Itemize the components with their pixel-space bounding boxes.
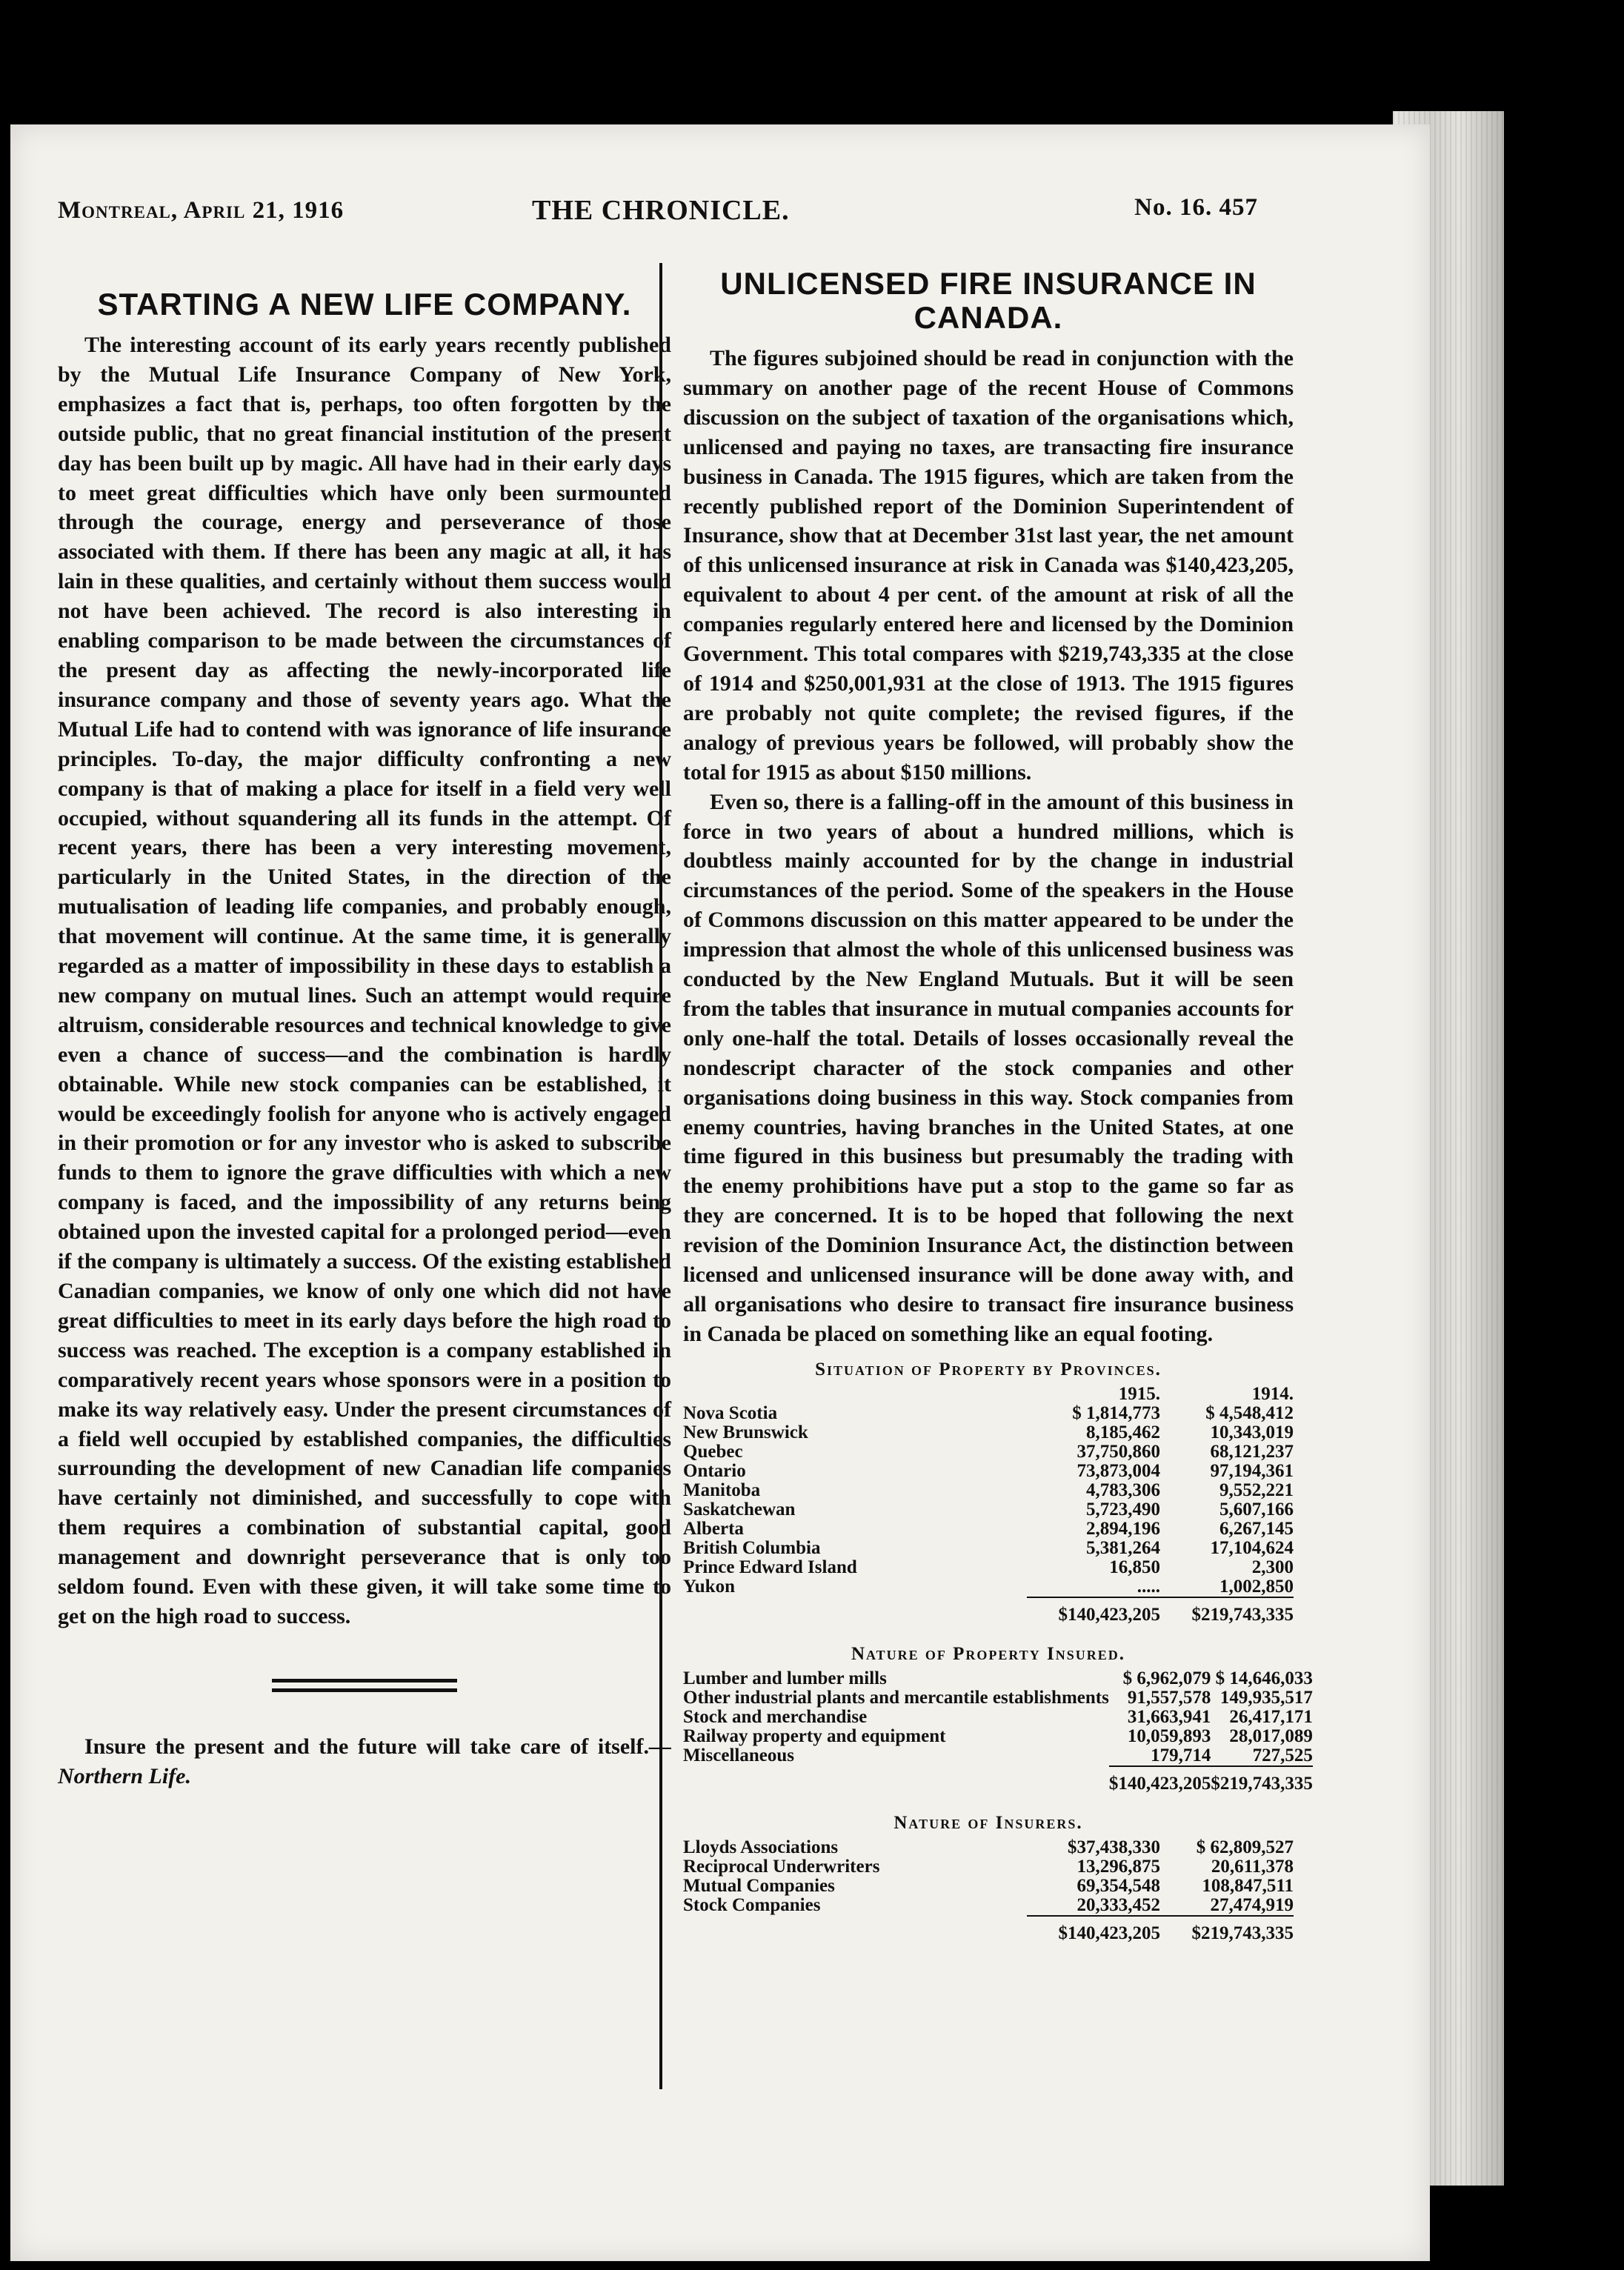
value-1914: 26,417,171: [1229, 1706, 1313, 1727]
value-1915: 10,059,893: [1127, 1725, 1211, 1746]
row-label: Nova Scotia: [683, 1403, 778, 1423]
table-row: [683, 1423, 1294, 1442]
value-1914: 108,847,511: [1202, 1875, 1294, 1896]
table-row: [683, 1462, 1294, 1481]
col-1914: 1914.: [1251, 1383, 1294, 1404]
value-1915: 91,557,578: [1127, 1687, 1211, 1708]
value-1914: $ 14,646,033: [1215, 1668, 1313, 1688]
value-1915: 4,783,306: [1086, 1480, 1160, 1500]
provinces-table-title: Situation of Property by Provinces.: [815, 1359, 1162, 1379]
table-total-row: [683, 1597, 1294, 1625]
row-label: Reciprocal Underwriters: [683, 1857, 880, 1877]
table-row: [683, 1539, 1294, 1558]
table-row: [683, 1708, 1313, 1727]
value-1914: $ 62,809,527: [1196, 1837, 1294, 1857]
insurers-table-title: Nature of Insurers.: [893, 1812, 1083, 1833]
value-1915: 5,723,490: [1086, 1499, 1160, 1520]
left-column: [58, 287, 671, 1791]
value-1915: 13,296,875: [1076, 1856, 1160, 1877]
value-1915: 5,381,264: [1086, 1537, 1160, 1558]
table-row: [683, 1669, 1313, 1688]
row-label: New Brunswick: [683, 1422, 808, 1442]
header-publication: THE CHRONICLE.: [532, 195, 790, 226]
table-row: [683, 1500, 1294, 1520]
value-1914: 17,104,624: [1210, 1537, 1294, 1558]
table-row: [683, 1896, 1294, 1916]
col-1915: 1915.: [1118, 1383, 1160, 1404]
row-label: Lumber and lumber mills: [683, 1668, 887, 1688]
value-1914: 1,002,850: [1219, 1576, 1294, 1597]
closing-quote: [58, 1732, 671, 1791]
value-1915: 69,354,548: [1076, 1875, 1160, 1896]
property-table: [683, 1669, 1313, 1794]
quote-source: —Northern Life.: [58, 1734, 671, 1788]
table-row: [683, 1746, 1313, 1766]
table-total-row: [683, 1916, 1294, 1943]
value-1915: 73,873,004: [1076, 1460, 1160, 1481]
total-1914: $219,743,335: [1160, 1597, 1294, 1625]
row-label: Stock and merchandise: [683, 1707, 868, 1727]
right-article-para-2: Even so, there is a falling-off in the amount of this business in force in two years of about a hundred millions, which is doubtless mainly accounted for by the change in industrial circumstances of the period. Some of the speakers in the House of Commons discussion on this matter appeared to be under the impression that almost the whole of this unlicensed business was conducted by the New England Mutuals. But it will be seen from the tables that insurance in mutual companies accounts for only one-half the total. Details of losses occasionally reveal the nondescript character of the stock companies and other organisations doing business in this way. Stock companies from enemy countries, having branches in the United States, at one time figured in this business but presumably the trading with the enemy prohibitions have put a stop to the game so far as they are concerned. It is to be hoped that following the next revision of the Dominion Insurance Act, the distinction between licensed and unlicensed insurance will be done away with, and all organisations who desire to transact fire insurance business in Canada be placed on something like an equal footing.: [683, 789, 1294, 1346]
value-1914: 20,611,378: [1211, 1856, 1294, 1877]
row-label: Stock Companies: [683, 1895, 821, 1916]
left-article-title: STARTING A NEW LIFE COMPANY.: [97, 287, 632, 322]
row-label: Railway property and equipment: [683, 1726, 946, 1746]
table-row: [683, 1481, 1294, 1500]
table-row: [683, 1857, 1294, 1877]
value-1915: $ 6,962,079: [1122, 1668, 1211, 1688]
total-1915: $140,423,205: [1027, 1597, 1160, 1625]
row-label: Alberta: [683, 1519, 744, 1539]
value-1914: 9,552,221: [1219, 1480, 1294, 1500]
quote-text: Insure the present and the future will take care of itself.: [84, 1734, 649, 1759]
row-label: British Columbia: [683, 1538, 821, 1558]
row-label: Saskatchewan: [683, 1500, 796, 1520]
table-total-row: [683, 1766, 1313, 1794]
total-1914: $219,743,335: [1160, 1916, 1294, 1943]
table-row: [683, 1404, 1294, 1423]
table-header-row: [683, 1385, 1294, 1404]
row-label: Prince Edward Island: [683, 1557, 857, 1577]
row-label: Yukon: [683, 1577, 735, 1597]
value-1914: 2,300: [1251, 1557, 1294, 1577]
table-row: [683, 1577, 1294, 1597]
row-label: Miscellaneous: [683, 1745, 794, 1766]
value-1914: 28,017,089: [1229, 1725, 1313, 1746]
row-label: Manitoba: [683, 1480, 761, 1500]
property-table-title: Nature of Property Insured.: [851, 1643, 1126, 1664]
provinces-table: [683, 1385, 1294, 1625]
value-1914: 27,474,919: [1210, 1894, 1294, 1915]
double-rule: [272, 1679, 457, 1692]
value-1914: 97,194,361: [1210, 1460, 1294, 1481]
row-label: Mutual Companies: [683, 1876, 835, 1896]
table-row: [683, 1838, 1294, 1857]
value-1915: $ 1,814,773: [1072, 1402, 1160, 1423]
header-page-number: No. 16. 457: [1134, 194, 1258, 221]
value-1914: 68,121,237: [1210, 1441, 1294, 1462]
right-article-title: UNLICENSED FIRE INSURANCE IN CANADA.: [720, 266, 1257, 335]
value-1915: 2,894,196: [1086, 1518, 1160, 1539]
value-1915: 37,750,860: [1076, 1441, 1160, 1462]
value-1915: 16,850: [1109, 1557, 1160, 1577]
value-1914: 727,525: [1252, 1745, 1313, 1765]
table-row: [683, 1727, 1313, 1746]
value-1914: 5,607,166: [1219, 1499, 1294, 1520]
left-article-body: The interesting account of its early years recently published by the Mutual Life Insurance Company of New York, emphasizes a fact that is, perhaps, too often forgotten by the outside public, that no great financial institution of the present day has been built up by magic. All have had in their early days to meet great difficulties which have only been surmounted through the courage, energy and perseverance of those associated with them. If there has been any magic at all, it has lain in these qualities, and certainly without them success would not have been achieved. The record is also interesting in enabling comparison to be made between the circumstances of the present day as affecting the newly-incorporated life insurance company and those of seventy years ago. What the Mutual Life had to contend with was ignorance of life insurance principles. To-day, the major difficulty confronting a new company is that of making a place for itself in a field very well occupied, without squandering all its funds in the attempt. Of recent years, there has been a very interesting movement, particularly in the United States, in the direction of the mutualisation of leading life companies, and probably enough, that movement will continue. At the same time, it is generally regarded as a matter of impossibility in these days to establish a new company on mutual lines. Such an attempt would require altruism, considerable resources and technical knowledge to give even a chance of success—and the combination is hardly obtainable. While new stock companies can be established, it would be exceedingly foolish for anyone who is actively engaged in their promotion or for any investor who is asked to subscribe funds to them to ignore the grave difficulties with which a new company is faced, and the impossibility of any returns being obtained upon the invested capital for a prolonged period—even if the company is ultimately a success. Of the existing established Canadian companies, we know of only one which did not have great difficulties to meet in its early days before the high road to success was reached. The exception is a company established in comparatively recent years whose sponsors were in a position to make its way relatively easy. Under the present circumstances of a field well occupied by established companies, the difficulties surrounding the development of new Canadian life companies have certainly not diminished, and successfully to cope with them requires a combination of substantial capital, good management and downright perseverance that is only too seldom found. Even with these given, it will take some time to get on the high road to success.: [58, 333, 671, 1628]
table-row: [683, 1520, 1294, 1539]
table-row: [683, 1877, 1294, 1896]
value-1914: $ 4,548,412: [1205, 1402, 1294, 1423]
value-1915: 20,333,452: [1076, 1894, 1160, 1915]
value-1915: 8,185,462: [1086, 1422, 1160, 1442]
row-label: Ontario: [683, 1461, 746, 1481]
total-1914: $219,743,335: [1211, 1766, 1313, 1794]
total-1915: $140,423,205: [1027, 1916, 1160, 1943]
page-header: [58, 194, 1258, 230]
total-1915: $140,423,205: [1109, 1766, 1211, 1794]
table-row: [683, 1558, 1294, 1577]
value-1915: .....: [1137, 1576, 1160, 1597]
right-article-para-1: The figures subjoined should be read in conjunction with the summary on another page of the recent House of Commons discussion on the subject of taxation of the organisations which, unlicensed and paying no taxes, are transacting fire insurance business in Canada. The 1915 figures, which are taken from the recently published report of the Dominion Superintendent of Insurance, show that at December 31st last year, the net amount of this unlicensed insurance at risk in Canada was $140,423,205, equivalent to about 4 per cent. of the amount at risk of all the companies regularly entered here and licensed by the Dominion Government. This total compares with $219,743,335 at the close of 1914 and $250,001,931 at the close of 1913. The 1915 figures are probably not quite complete; the revised figures, if the analogy of previous years be followed, will probably show the total for 1915 as about $150 millions.: [683, 346, 1294, 785]
row-label: Other industrial plants and mercantile establishments: [683, 1688, 1109, 1708]
right-column: [683, 266, 1313, 1943]
value-1914: 10,343,019: [1210, 1422, 1294, 1442]
insurers-table: [683, 1838, 1294, 1943]
value-1915: 179,714: [1151, 1745, 1211, 1765]
value-1914: 149,935,517: [1219, 1687, 1313, 1708]
value-1915: $37,438,330: [1068, 1837, 1160, 1857]
table-row: [683, 1688, 1313, 1708]
table-row: [683, 1442, 1294, 1462]
row-label: Quebec: [683, 1442, 743, 1462]
header-dateline: Montreal, April 21, 1916: [58, 197, 345, 224]
value-1915: 31,663,941: [1127, 1706, 1211, 1727]
value-1914: 6,267,145: [1219, 1518, 1294, 1539]
row-label: Lloyds Associations: [683, 1837, 839, 1857]
